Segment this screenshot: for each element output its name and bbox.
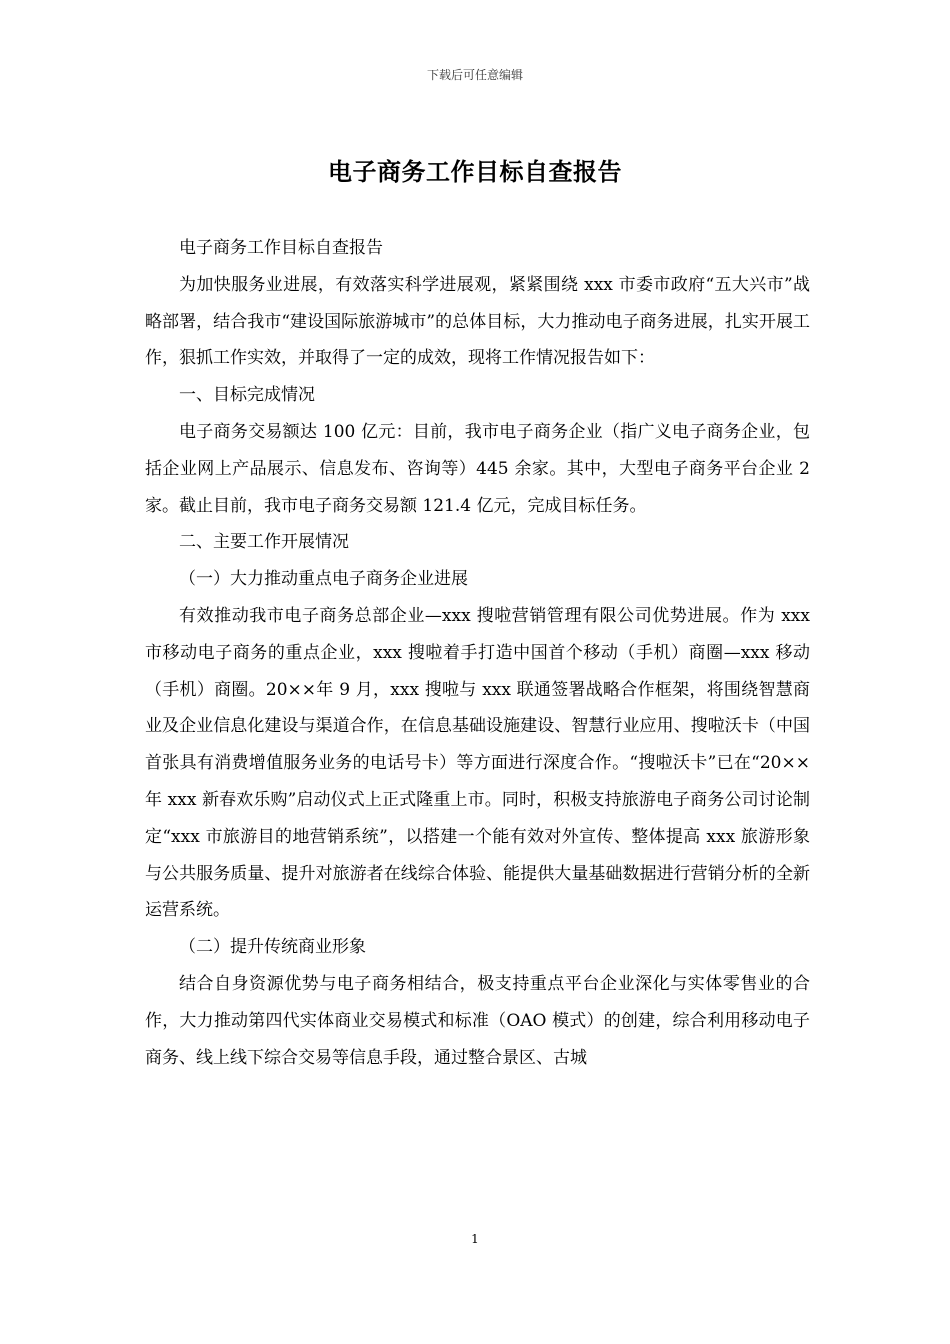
paragraph-key-enterprises: 有效推动我市电子商务总部企业—xxx 搜啦营销管理有限公司优势进展。作为 xxx 市移动电子商务的重点企业，xxx 搜啦着手打造中国首个移动（手机）商圈—xxx 移动（手机）商圈。20××年 9 月，xxx 搜啦与 xxx 联通签署战略合作框架，将围绕智慧商业及企业信息化建设与渠道合作，在信息基础设施建设、智慧行业应用、搜啦沃卡（中国首张具有消费增值服务业务的电话号卡）等方面进行深度合作。“搜啦沃卡”已在“20××年 xxx 新春欢乐购”启动仪式上正式隆重上市。同时，积极支持旅游电子商务公司讨论制定“xxx 市旅游目的地营销系统”，以搭建一个能有效对外宣传、整体提高 xxx 旅游形象与公共服务质量、提升对旅游者在线综合体验、能提供大量基础数据进行营销分析的全新运营系统。	[145, 605, 810, 921]
paragraph-intro: 为加快服务业进展，有效落实科学进展观，紧紧围绕 xxx 市委市政府“五大兴市”战略部署，结合我市“建设国际旅游城市”的总体目标，大力推动电子商务进展，扎实开展工作，狠抓工作实效，并取得了一定的成效，现将工作情况报告如下：	[145, 274, 810, 369]
paragraph-targets: 电子商务交易额达 100 亿元：目前，我市电子商务企业（指广义电子商务企业，包括企业网上产品展示、信息发布、咨询等）445 余家。其中，大型电子商务平台企业 2 家。截止目前，我市电子商务交易额 121.4 亿元，完成目标任务。	[145, 421, 810, 516]
document-body	[145, 230, 810, 1076]
document-title: 电子商务工作目标自查报告	[328, 157, 622, 186]
section-heading-2: 二、主要工作开展情况	[179, 532, 349, 553]
paragraph-traditional-commerce: 结合自身资源优势与电子商务相结合，极支持重点平台企业深化与实体零售业的合作，大力推动第四代实体商业交易模式和标准（OAO 模式）的创建，综合利用移动电子商务、线上线下综合交易等信息手段，通过整合景区、古城	[145, 973, 810, 1068]
subsection-heading-2: （二）提升传统商业形象	[179, 937, 366, 958]
paragraph-subtitle: 电子商务工作目标自查报告	[179, 238, 383, 258]
page-number: 1	[471, 1232, 479, 1246]
page-header-note: 下载后可任意编辑	[426, 68, 523, 82]
section-heading-1: 一、目标完成情况	[179, 385, 315, 406]
subsection-heading-1: （一）大力推动重点电子商务企业进展	[179, 569, 468, 590]
